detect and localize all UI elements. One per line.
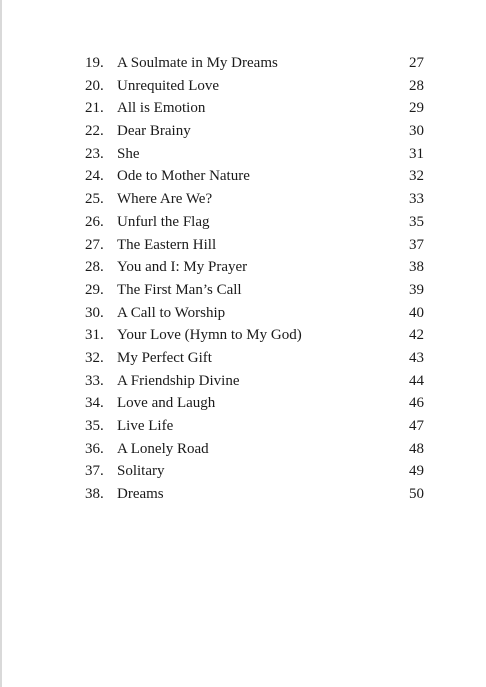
toc-entry-page: 30 <box>409 123 424 140</box>
toc-entry-title: Your Love (Hymn to My God) <box>117 327 302 344</box>
toc-entry-page: 35 <box>409 213 424 230</box>
toc-entry-number: 34. <box>85 395 104 412</box>
toc-entry <box>0 483 486 506</box>
toc-entry-title: Unfurl the Flag <box>117 213 210 230</box>
toc-entry-number: 35. <box>85 418 104 434</box>
toc-entry-page: 42 <box>409 327 424 344</box>
toc-entry-title: Love and Laugh <box>117 395 216 412</box>
toc-entry-number: 32. <box>85 349 104 366</box>
toc-entry-title: Unrequited Love <box>117 77 220 94</box>
toc-entry-title: A Lonely Road <box>117 440 209 457</box>
toc-entry <box>0 302 486 325</box>
toc-entry-number: 20. <box>85 77 104 94</box>
toc-entry-page: 48 <box>409 440 424 457</box>
toc-entry <box>0 392 486 415</box>
toc-entry-title: Dear Brainy <box>117 123 191 140</box>
toc-entry-title: Live Life <box>117 418 174 434</box>
toc-entry <box>0 370 486 393</box>
toc-entry-number: 21. <box>85 100 104 117</box>
toc-entry-page: 44 <box>409 372 424 389</box>
toc-entry-page: 37 <box>409 236 424 253</box>
toc-entry-page: 27 <box>409 55 424 71</box>
toc-entry-number: 37. <box>85 463 104 480</box>
toc-entry <box>0 324 486 347</box>
toc-entry-title: A Soulmate in My Dreams <box>117 55 278 71</box>
toc-entry-page: 47 <box>409 418 424 434</box>
toc-entry-number: 31. <box>85 327 104 344</box>
toc-entry <box>0 438 486 461</box>
toc-entry-page: 46 <box>409 395 424 412</box>
toc-entry <box>0 75 486 98</box>
toc-entry <box>0 279 486 302</box>
toc-entry-number: 26. <box>85 213 104 230</box>
toc-entry-page: 32 <box>409 168 424 185</box>
toc-entry <box>0 347 486 370</box>
toc-entry-title: You and I: My Prayer <box>117 259 248 276</box>
toc-entry-page: 29 <box>409 100 424 117</box>
toc-entry-title: A Call to Worship <box>117 304 226 321</box>
toc-entry <box>0 211 486 234</box>
toc-entry-page: 49 <box>409 463 424 480</box>
toc-entry-number: 36. <box>85 440 104 457</box>
toc-entry-page: 33 <box>409 191 424 208</box>
toc-entry-title: The Eastern Hill <box>117 236 217 253</box>
toc-entry-number: 29. <box>85 281 104 298</box>
toc-entry <box>0 52 486 75</box>
toc-entry-number: 22. <box>85 123 104 140</box>
toc-entry-title: My Perfect Gift <box>117 349 212 366</box>
toc-entry-number: 33. <box>85 372 104 389</box>
toc-entry-title: Where Are We? <box>117 191 213 208</box>
toc-entry-number: 23. <box>85 145 104 162</box>
toc-entry <box>0 415 486 438</box>
toc-entry-number: 30. <box>85 304 104 321</box>
toc-entry-page: 40 <box>409 304 424 321</box>
toc-entry-title: Ode to Mother Nature <box>117 168 250 185</box>
toc-entry-title: Solitary <box>117 463 165 480</box>
toc-entry-title: Dreams <box>117 486 164 503</box>
toc-entry-number: 24. <box>85 168 104 185</box>
toc-entry-page: 39 <box>409 281 424 298</box>
toc-entry-number: 25. <box>85 191 104 208</box>
toc-entry-number: 38. <box>85 486 104 503</box>
toc-entry-page: 50 <box>409 486 424 503</box>
toc-entry <box>0 256 486 279</box>
toc-entry <box>0 460 486 483</box>
toc-entry <box>0 165 486 188</box>
toc-entry <box>0 120 486 143</box>
toc-entry-page: 43 <box>409 349 424 366</box>
toc-entry-page: 31 <box>409 145 424 162</box>
table-of-contents <box>0 52 486 506</box>
toc-entry <box>0 234 486 257</box>
toc-entry-number: 19. <box>85 55 104 71</box>
toc-entry <box>0 188 486 211</box>
toc-entry <box>0 143 486 166</box>
toc-entry-page: 28 <box>409 77 424 94</box>
toc-entry-title: She <box>117 145 140 162</box>
toc-entry-title: The First Man’s Call <box>117 281 242 298</box>
toc-entry-title: All is Emotion <box>117 100 206 117</box>
toc-entry-title: A Friendship Divine <box>117 372 240 389</box>
toc-entry <box>0 97 486 120</box>
toc-entry-number: 28. <box>85 259 104 276</box>
toc-entry-number: 27. <box>85 236 104 253</box>
toc-entry-page: 38 <box>409 259 424 276</box>
